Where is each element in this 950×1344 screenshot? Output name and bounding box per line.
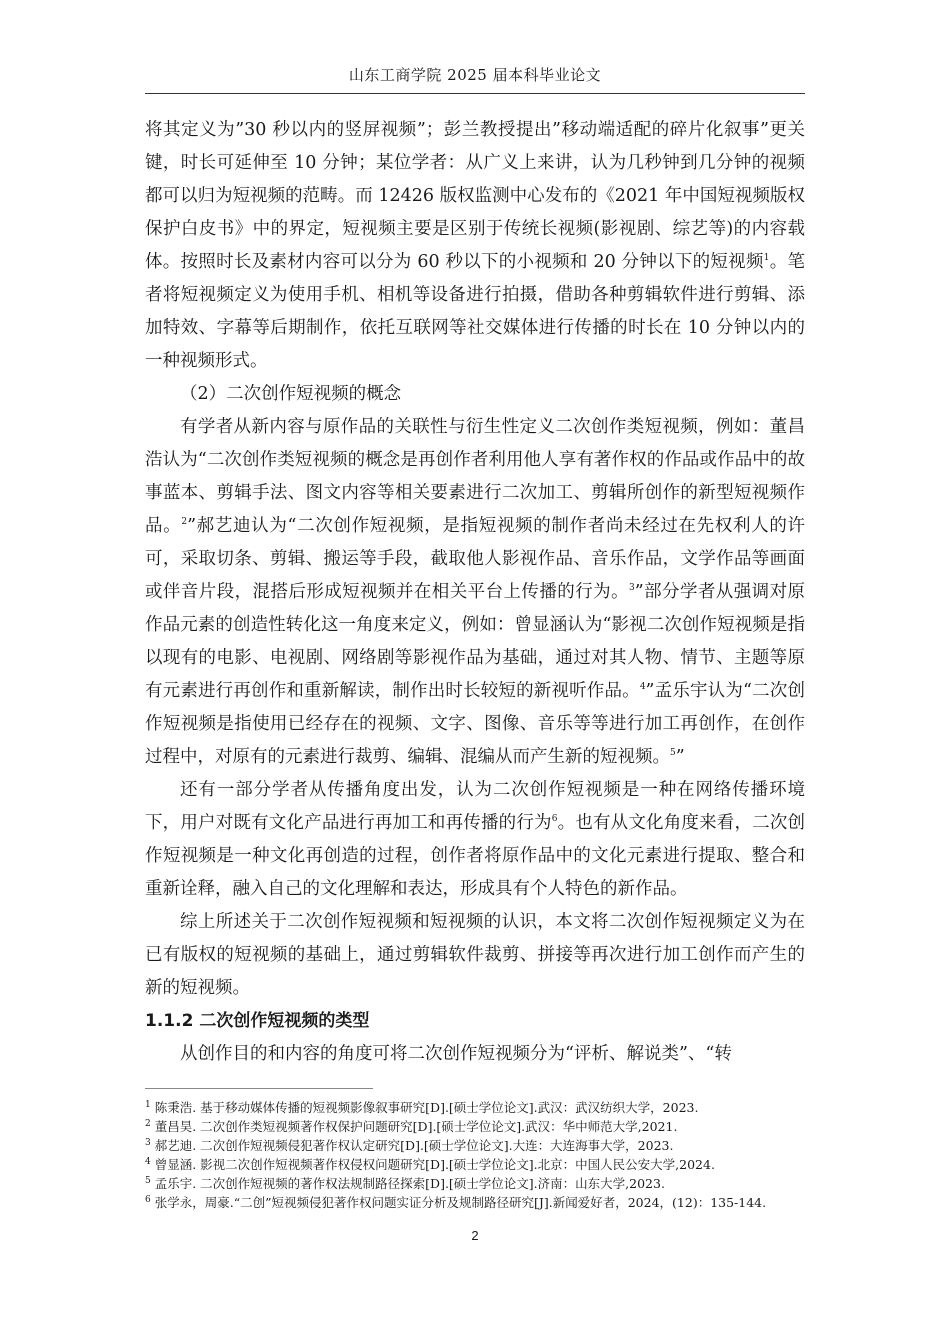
footnotes <box>145 1098 805 1212</box>
footnote-ref-6[interactable]: 6 <box>551 814 558 825</box>
footnote-item: $^2$ 董昌昊. 二次创作类短视频著作权保护问题研究[D].[硕士学位论文].武汉：华中师范大学,2021. <box>145 1118 678 1134</box>
header-rule <box>145 93 805 94</box>
footnote-rule <box>145 1088 373 1089</box>
paragraph-2: 有学者从新内容与原作品的关联性与衍生性定义二次创作类短视频，例如：董昌浩认为“二次创作类短视频的概念是再创作者利用他人享有著作权的作品或作品中的故事蓝本、剪辑手法、图文内容等相关要素进行二次加工、剪辑所创作的新型短视频作品。$^2$”郝艺迪认为“二次创作短视频，是指短视频的制作者尚未经过在先权利人的许可，采取切条、剪辑、搬运等手段，截取他人影视作品、音乐作品，文学作品等画面或伴音片段，混搭后形成短视频并在相关平台上传播的行为。$^3$”部分学者从强调对原作品元素的创造性转化这一角度来定义，例如：曾显涵认为“影视二次创作短视频是指以现有的电影、电视剧、网络剧等影视作品为基础，通过对其人物、情节、主题等原有元素进行再创作和重新解读，制作出时长较短的新视听作品。$^4$”孟乐宇认为“二次创作短视频是指使用已经存在的视频、文字、图像、音乐等等进行加工再创作，在创作过程中，对原有的元素进行裁剪、编辑、混编从而产生新的短视频。$^5$” <box>145 417 806 767</box>
footnote-item: $^3$ 郝艺迪. 二次创作短视频侵犯著作权认定研究[D].[硕士学位论文].大连：大连海事大学，2023. <box>145 1137 674 1153</box>
footnote-ref-1[interactable]: 1 <box>763 253 770 264</box>
footnote-ref-2[interactable]: 2 <box>181 517 188 528</box>
paragraph-4: 综上所述关于二次创作短视频和短视频的认识，本文将二次创作短视频定义为在已有版权的短视频的基础上，通过剪辑软件裁剪、拼接等再次进行加工创作而产生的新的短视频。 <box>145 912 805 998</box>
paragraph-1: 将其定义为”30 秒以内的竖屏视频”；彭兰教授提出”移动端适配的碎片化叙事”更关键，时长可延伸至 10 分钟；某位学者：从广义上来讲，认为几秒钟到几分钟的视频都可以归为短视频的范畴。而 12426 版权监测中心发布的《2021 年中国短视频版权保护白皮书》中的界定，短视频主要是区别于传统长视频(影视剧、综艺等)的内容载体。按照时长及素材内容可以分为 60 秒以下的小视频和 20 分钟以下的短视频$^1$。笔者将短视频定义为使用手机、相机等设备进行拍摄，借助各种剪辑软件进行剪辑、添加特效、字幕等后期制作，依托互联网等社交媒体进行传播的时长在 10 分钟以内的一种视频形式。 <box>145 120 805 371</box>
paragraph-3: 还有一部分学者从传播角度出发，认为二次创作短视频是一种在网络传播环境下，用户对既有文化产品进行再加工和再传播的行为$^6$。也有从文化角度来看，二次创作短视频是一种文化再创造的过程，创作者将原作品中的文化元素进行提取、整合和重新诠释，融入自己的文化理解和表达，形成具有个人特色的新作品。 <box>145 780 806 899</box>
footnote-ref-5[interactable]: 5 <box>670 748 676 759</box>
footnote-item: $^5$ 孟乐宇. 二次创作短视频的著作权法规制路径探索[D].[硕士学位论文].济南：山东大学,2023. <box>145 1175 665 1191</box>
page-number: 2 <box>471 1228 479 1243</box>
footnote-ref-4[interactable]: 4 <box>639 682 646 693</box>
footnote-item: $^4$ 曾显涵. 影视二次创作短视频著作权侵权问题研究[D].[硕士学位论文].北京：中国人民公安大学,2024. <box>145 1156 715 1172</box>
section-heading: 1.1.2 二次创作短视频的类型 <box>145 1011 370 1031</box>
main-body <box>145 114 805 1071</box>
subheading: （2）二次创作短视频的概念 <box>180 384 402 404</box>
page-header: 山东工商学院 2025 届本科毕业论文 <box>348 66 602 84</box>
footnote-item: $^1$ 陈秉浩. 基于移动媒体传播的短视频影像叙事研究[D].[硕士学位论文].武汉：武汉纺织大学，2023. <box>145 1099 699 1115</box>
footnote-item: $^6$ 张学永，周豪.“二创”短视频侵犯著作权问题实证分析及规制路径研究[J].新闻爱好者，2024，(12)：135-144. <box>145 1194 767 1210</box>
footnote-ref-3[interactable]: 3 <box>628 583 635 594</box>
paragraph-5: 从创作目的和内容的角度可将二次创作短视频分为“评析、解说类”、“转 <box>180 1044 732 1064</box>
